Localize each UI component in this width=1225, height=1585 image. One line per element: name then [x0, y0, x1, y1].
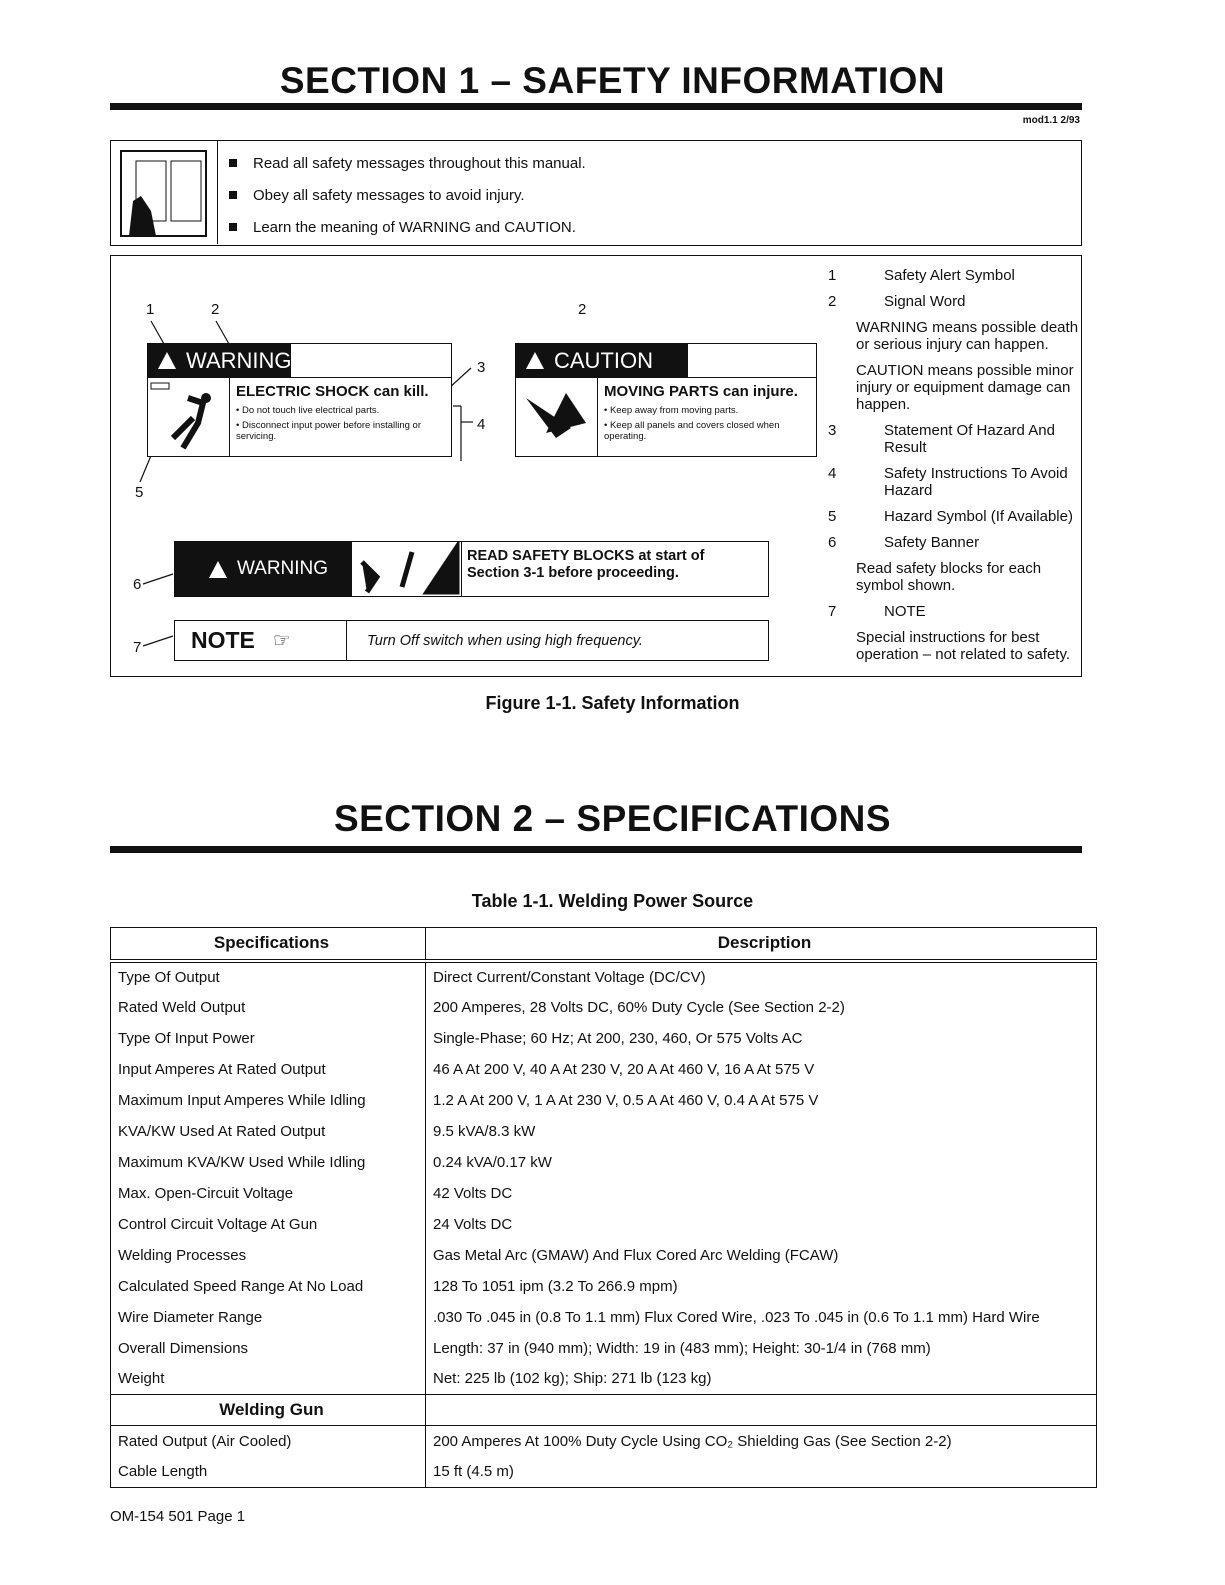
title-rule — [110, 846, 1082, 853]
legend-item: 6 Safety Banner — [828, 534, 980, 551]
description-cell: Length: 37 in (940 mm); Width: 19 in (483 mm); Height: 30-1/4 in (768 mm) — [433, 1339, 931, 1357]
description-cell: Net: 225 lb (102 kg); Ship: 271 lb (123 kg) — [433, 1370, 712, 1388]
figure-legend — [828, 267, 1081, 672]
intro-box — [110, 140, 1082, 246]
description-cell: 1.2 A At 200 V, 1 A At 230 V, 0.5 A At 460 V, 0.4 A At 575 V — [433, 1091, 819, 1109]
specification-cell: Max. Open-Circuit Voltage — [111, 1178, 426, 1209]
table-row — [111, 1147, 1097, 1178]
specification-cell: Calculated Speed Range At No Load — [111, 1271, 426, 1302]
specifications-table — [110, 927, 1097, 1488]
banner-text: Section 3-1 before proceeding. — [467, 565, 679, 581]
intro-bullet: Read all safety messages throughout this manual. — [229, 147, 586, 179]
description-cell: 42 Volts DC — [433, 1184, 513, 1202]
callout-4: 4 — [477, 416, 486, 433]
legend-item: WARNING means possible death or serious injury can happen. — [856, 319, 1079, 353]
specification-cell: Type Of Output — [111, 961, 426, 992]
callout-5: 5 — [135, 484, 144, 501]
note-block — [174, 620, 769, 661]
table-row — [111, 1054, 1097, 1085]
callout-6: 6 — [133, 576, 142, 593]
table-row — [111, 1302, 1097, 1333]
table-row — [111, 1085, 1097, 1116]
legend-item: 1 Safety Alert Symbol — [828, 267, 1015, 284]
hazard-symbols-icon — [352, 542, 462, 596]
table-row — [111, 1116, 1097, 1147]
specification-cell: Overall Dimensions — [111, 1333, 426, 1364]
specification-cell: Maximum Input Amperes While Idling — [111, 1085, 426, 1116]
legend-item: 2 Signal Word — [828, 293, 966, 310]
description-cell: 0.24 kVA/0.17 kW — [433, 1153, 552, 1171]
callout-arrows — [111, 256, 511, 676]
pointing-hand-icon: ☞ — [272, 630, 291, 652]
safety-instruction: Keep all panels and covers closed when operating. — [604, 420, 780, 442]
hazard-statement: ELECTRIC SHOCK can kill. — [236, 383, 429, 400]
signal-word-banner: CAUTION — [516, 344, 688, 377]
table-row — [111, 961, 1097, 992]
intro-bullet: Obey all safety messages to avoid injury. — [229, 179, 586, 211]
callout-3: 3 — [477, 359, 486, 376]
description-cell — [426, 1395, 1097, 1426]
legend-item: CAUTION means possible minor injury or equipment damage can happen. — [856, 362, 1074, 413]
specification-cell: Welding Processes — [111, 1240, 426, 1271]
column-header: Specifications — [111, 928, 426, 961]
intro-bullet: Learn the meaning of WARNING and CAUTION. — [229, 211, 586, 243]
description-cell: .030 To .045 in (0.8 To 1.1 mm) Flux Cored Wire, .023 To .045 in (0.6 To 1.1 mm) Hard Wire — [433, 1308, 1040, 1326]
safety-alert-icon — [526, 352, 544, 369]
table-row — [111, 1364, 1097, 1395]
legend-item: 3 Statement Of Hazard And Result — [828, 422, 1055, 456]
specification-cell: Rated Output (Air Cooled) — [111, 1426, 426, 1457]
description-cell: 9.5 kVA/8.3 kW — [433, 1122, 536, 1140]
callout-2: 2 — [211, 301, 220, 318]
section1-title: SECTION 1 – SAFETY INFORMATION — [279, 60, 946, 101]
safety-instruction: Do not touch live electrical parts. — [241, 405, 380, 416]
specification-cell: Weight — [111, 1364, 426, 1395]
description-cell: Gas Metal Arc (GMAW) And Flux Cored Arc Welding (FCAW) — [433, 1246, 839, 1264]
legend-item: Read safety blocks for each symbol shown. — [856, 560, 1042, 594]
description-cell: 200 Amperes, 28 Volts DC, 60% Duty Cycle (See Section 2-2) — [433, 998, 845, 1016]
callout-2b: 2 — [578, 301, 587, 318]
description-cell: 128 To 1051 ipm (3.2 To 266.9 mpm) — [433, 1277, 678, 1295]
description-cell: Single-Phase; 60 Hz; At 200, 230, 460, Or 575 Volts AC — [433, 1029, 803, 1047]
safety-banner: WARNING READ SAFETY BLOCKS at start of Section 3-1 before proceeding. — [174, 541, 769, 597]
specification-cell: Maximum KVA/KW Used While Idling — [111, 1147, 426, 1178]
callout-1: 1 — [146, 301, 155, 318]
specification-cell: Input Amperes At Rated Output — [111, 1054, 426, 1085]
legend-item: Special instructions for best operation – not related to safety. — [856, 629, 1071, 663]
caution-label: CAUTION MOVING PARTS can injure. • Keep away from moving parts. • Keep all panels and covers closed when operating. — [515, 343, 817, 457]
note-text: Turn Off switch when using high frequency. — [367, 632, 643, 649]
legend-item: 4 Safety Instructions To Avoid Hazard — [828, 465, 1068, 499]
table-row — [111, 1426, 1097, 1457]
description-cell: Direct Current/Constant Voltage (DC/CV) — [433, 968, 706, 986]
callout-7: 7 — [133, 639, 142, 656]
title-rule — [110, 103, 1082, 110]
figure-caption: Figure 1-1. Safety Information — [485, 693, 740, 713]
safety-alert-icon — [158, 352, 176, 369]
manual-hand-icon — [111, 141, 218, 244]
description-cell: 200 Amperes At 100% Duty Cycle Using CO₂ Shielding Gas (See Section 2-2) — [433, 1432, 952, 1450]
specification-cell: KVA/KW Used At Rated Output — [111, 1116, 426, 1147]
safety-instruction: Keep away from moving parts. — [609, 405, 739, 416]
figure-box — [110, 255, 1082, 677]
mod-code: mod1.1 2/93 — [1022, 115, 1080, 126]
table-row — [111, 1395, 1097, 1426]
table-row — [111, 1023, 1097, 1054]
specification-cell: Control Circuit Voltage At Gun — [111, 1209, 426, 1240]
table-row — [111, 1178, 1097, 1209]
table-row — [111, 1457, 1097, 1488]
safety-instruction: Disconnect input power before installing or servicing. — [236, 420, 421, 442]
banner-text: READ SAFETY BLOCKS at start of — [467, 548, 705, 564]
legend-item: 5 Hazard Symbol (If Available) — [828, 508, 1073, 525]
electric-shock-icon — [148, 377, 230, 456]
specification-cell: Rated Weld Output — [111, 992, 426, 1023]
table-row — [111, 1240, 1097, 1271]
description-cell: 24 Volts DC — [433, 1215, 513, 1233]
page-footer: OM-154 501 Page 1 — [110, 1508, 246, 1525]
moving-parts-icon — [516, 377, 598, 456]
column-header: Description — [426, 928, 1097, 961]
table-row — [111, 1271, 1097, 1302]
table-row — [111, 1333, 1097, 1364]
welding-gun-header: Welding Gun — [111, 1395, 426, 1426]
signal-word-banner: WARNING — [148, 344, 291, 377]
warning-label: WARNING ELECTRIC SHOCK can kill. • Do not touch live electrical parts. • Disconnect input power before installing or servicing. — [147, 343, 452, 457]
section2-title: SECTION 2 – SPECIFICATIONS — [333, 798, 892, 839]
table-caption: Table 1-1. Welding Power Source — [471, 891, 754, 911]
description-cell: 15 ft (4.5 m) — [433, 1463, 514, 1481]
table-row — [111, 1209, 1097, 1240]
specification-cell: Type Of Input Power — [111, 1023, 426, 1054]
legend-item: 7 NOTE — [828, 603, 926, 620]
description-cell: 46 A At 200 V, 40 A At 230 V, 20 A At 460 V, 16 A At 575 V — [433, 1060, 815, 1078]
note-label: NOTE — [191, 627, 255, 653]
hazard-statement: MOVING PARTS can injure. — [604, 383, 798, 400]
specification-cell: Wire Diameter Range — [111, 1302, 426, 1333]
table-row — [111, 992, 1097, 1023]
specification-cell: Cable Length — [111, 1457, 426, 1488]
